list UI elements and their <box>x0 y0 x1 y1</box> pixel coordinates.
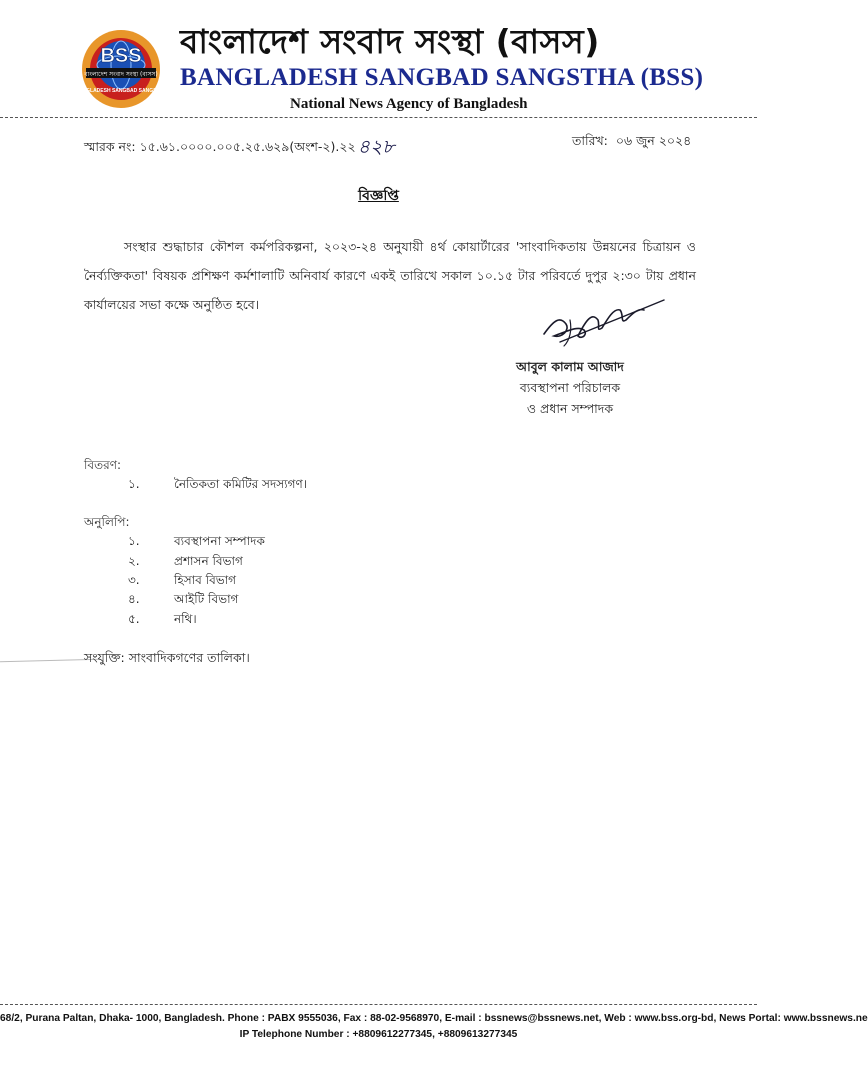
list-item-text: নথি। <box>174 612 197 626</box>
distribution-item <box>128 476 307 496</box>
copies-item <box>128 533 265 553</box>
footer-divider <box>0 1004 757 1005</box>
list-item-number: ১. <box>128 534 140 548</box>
list-item-number: ৪. <box>128 592 140 606</box>
memo-date <box>572 133 691 153</box>
list-item-number: ২. <box>128 554 140 568</box>
bss-logo <box>75 28 167 110</box>
logo-bottom-text: BANGLADESH SANGBAD SANGSTHA <box>75 88 167 94</box>
logo-text: BSS <box>100 45 142 67</box>
signatory-designation-1: ব্যবস্থাপনা পরিচালক <box>519 380 621 395</box>
notice-heading: বিজ্ঞপ্তি <box>358 188 399 204</box>
distribution-label: বিতরণ: <box>84 458 122 472</box>
copies-item <box>128 572 236 592</box>
agency-title-bangla: বাংলাদেশ সংবাদ সংস্থা (বাসস) <box>180 22 600 61</box>
signature-image <box>540 290 670 350</box>
list-item-text: নৈতিকতা কমিটির সদস্যগণ। <box>174 477 308 491</box>
notice-body: সংস্থার শুদ্ধাচার কৌশল কর্মপরিকল্পনা, ২০২৩-২৪ অনুযায়ী ৪র্থ কোয়ার্টারের 'সাংবাদিকতায় উন্নয়নের চিত্রায়ন ও নৈর্ব্যক্তিকতা' বিষয়ক প্রশিক্ষণ কর্মশালাটি অনিবার্য কারণে একই তারিখে সকাল ১০.১৫ টার পরিবর্তে দুপুর ২:৩০ টায় প্রধান কার্যালয়ের সভা কক্ষে অনুষ্ঠিত হবে। <box>84 239 696 312</box>
memo-reference-label: স্মারক নং: ১৫.৬১.০০০০.০০৫.২৫.৬২৯(অংশ-২).২২ <box>84 139 356 154</box>
list-item-text: প্রশাসন বিভাগ <box>174 554 243 568</box>
signatory-block <box>490 356 650 419</box>
attachment-note: সংযুক্তি: সাংবাদিকগণের তালিকা। <box>84 650 250 665</box>
footer-address: 68/2, Purana Paltan, Dhaka- 1000, Bangladesh. Phone : PABX 9555036, Fax : 88-02-9568970, E-mail : bssnews@bssnews.net, Web : www.bss.org-bd, News Portal: www.bssnews.ne <box>0 1013 868 1024</box>
list-item-number: ৫. <box>128 612 140 626</box>
footer-ip-phone: IP Telephone Number : +8809612277345, +8809613277345 <box>239 1029 518 1040</box>
copies-item <box>128 553 243 573</box>
signatory-designation-2: ও প্রধান সম্পাদক <box>526 401 614 416</box>
list-item-text: আইটি বিভাগ <box>174 592 239 606</box>
memo-handwritten-number: ৪২৮ <box>357 136 395 158</box>
agency-subtitle: National News Agency of Bangladesh <box>290 96 528 112</box>
list-item-number: ১. <box>128 477 140 491</box>
signatory-name: আবুল কালাম আজাদ <box>516 359 624 374</box>
date-label: তারিখ: <box>572 133 608 148</box>
list-item-number: ৩. <box>128 573 140 587</box>
copies-label: অনুলিপি: <box>84 515 130 529</box>
list-item-text: ব্যবস্থাপনা সম্পাদক <box>174 534 265 548</box>
copies-item <box>128 591 238 611</box>
copies-item <box>128 611 197 631</box>
header-divider <box>0 117 757 118</box>
memo-reference <box>84 133 395 165</box>
list-item-text: হিসাব বিভাগ <box>174 573 237 587</box>
agency-title-english: BANGLADESH SANGBAD SANGSTHA (BSS) <box>180 64 704 91</box>
logo-ring-text: বাংলাদেশ সংবাদ সংস্থা (বাসস) <box>84 71 158 78</box>
date-value: ০৬ জুন ২০২৪ <box>615 133 692 148</box>
